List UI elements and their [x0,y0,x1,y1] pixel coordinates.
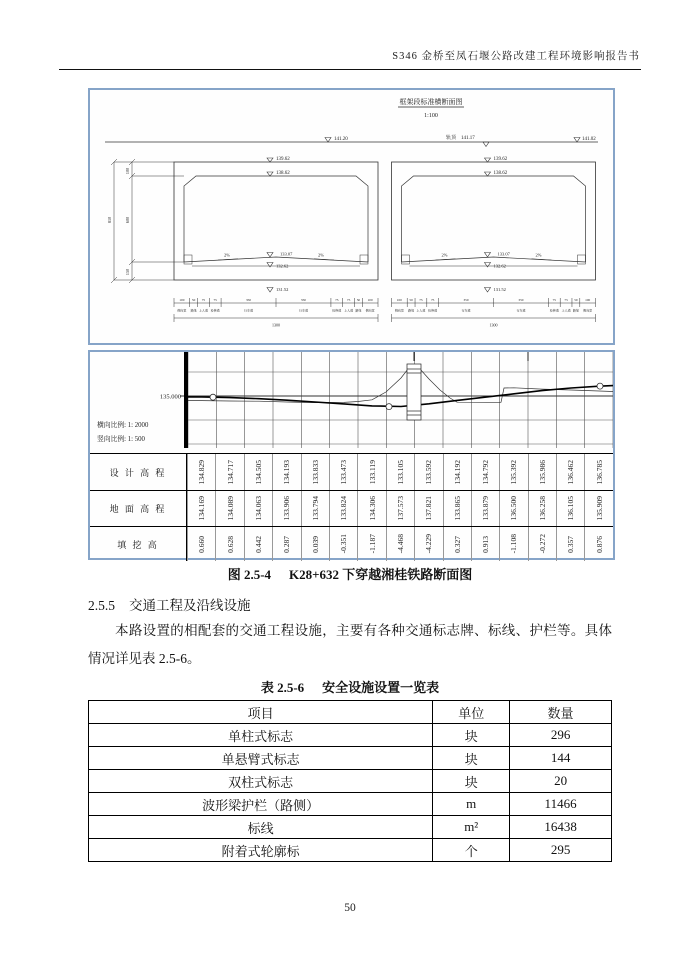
profile-value-cell: -1.108 [499,527,527,561]
bottom-dim-value: 100 [179,298,185,302]
profile-value-cell: 134.063 [244,491,272,526]
slope-label: 2% [318,252,324,258]
profile-elevation-table [90,453,613,561]
profile-value-cell: 133.794 [301,491,329,526]
dim-150: 150 [125,268,130,276]
bottom-dim-value: 50 [574,298,578,302]
body-paragraph: 本路设置的相配套的交通工程设施，主要有各种交通标志牌、标线、护栏等。具体情况详见表 2.5-6。 [88,623,612,666]
bottom-dimension-band [174,298,378,328]
elev-marker-icon [267,253,273,258]
profile-value-cell: 136.258 [528,491,556,526]
profile-value-cell: 134.306 [357,491,385,526]
bottom-dim-value: 100 [585,298,591,302]
elev-marker-icon [267,158,273,162]
bottom-dim-value: 350 [300,298,307,302]
bottom-dim-value: 75 [346,298,351,302]
bottom-dim-label: 检修道 [428,308,438,313]
bottom-dim-label: 路缘 [190,308,197,313]
bottom-dim-label: 上人道 [344,308,354,313]
profile-value-cell: 0.327 [443,527,471,561]
profile-value-cell: 135.986 [528,454,556,490]
profile-row-label: 设 计 高 程 [90,454,187,490]
bottom-dim-value: 100 [367,298,373,302]
bottom-dim-label: 上人道 [561,308,571,313]
table-row [89,770,612,793]
profile-value-cell: 134.089 [215,491,243,526]
grade-point-marker [597,383,603,389]
profile-value-cell: 136.785 [584,454,612,490]
profile-value-cell: 134.792 [471,454,499,490]
bottom-dim-value: 75 [419,298,423,302]
bottom-dim-label: 上人道 [198,308,208,313]
profile-value-cell: 136.105 [556,491,584,526]
item-cell: 附着式轮廓标 [89,839,433,862]
box-culvert-section-right [392,157,596,292]
page-number: 50 [344,902,356,914]
profile-value-cell: 135.909 [584,491,612,526]
rail-top-elev: 141.17 [461,136,475,141]
profile-row-label: 地 面 高 程 [90,491,187,526]
invert-edge-elev: 132.62 [276,263,289,269]
quantity-cell: 16438 [510,816,612,839]
bottom-dim-label: 侧向宽 [394,308,404,313]
section-heading [88,594,251,614]
profile-value-cell: 133.119 [357,454,385,490]
drawing-title: 框架段标准横断面图 [399,98,463,106]
profile-value-cell: 136.462 [556,454,584,490]
elev-marker-icon [267,263,273,268]
bottom-dim-label: 检修道 [332,308,342,313]
outer-top-elev: 139.62 [276,157,290,162]
profile-value-cell: 133.824 [329,491,357,526]
profile-row-label: 填 挖 高 [90,527,187,561]
profile-value-cell: 134.193 [272,454,300,490]
profile-value-cell: 0.442 [244,527,272,561]
unit-cell: m [433,793,510,816]
unit-cell: 个 [433,839,510,862]
profile-value-cell: 133.879 [471,491,499,526]
table-row [89,747,612,770]
bottom-dim-label: 行车道 [461,308,471,313]
table-header-row [89,701,612,724]
unit-cell: 块 [433,724,510,747]
unit-cell: m² [433,816,510,839]
profile-value-cell: 0.357 [556,527,584,561]
bottom-dim-value: 350 [245,298,252,302]
ground-left-elev: 141.20 [334,137,348,142]
quantity-cell: 144 [510,747,612,770]
dim-100: 100 [125,167,130,175]
grade-point-marker [210,394,216,400]
frame-bridge-structure [407,364,421,420]
table-row [89,816,612,839]
header-rule [59,69,641,70]
profile-value-cell: 0.039 [301,527,329,561]
profile-value-cell: 135.392 [499,454,527,490]
total-width-label: 1300 [489,322,498,328]
elevation-datum-label: 135.000 [159,393,181,401]
bottom-dim-label: 检修道 [210,308,220,313]
item-cell: 标线 [89,816,433,839]
profile-value-cell: -4.229 [414,527,442,561]
column-header-quantity: 数量 [510,701,612,724]
figure-caption-text: K28+632 下穿越湘桂铁路断面图 [289,567,473,582]
section-title: 交通工程及沿线设施 [129,598,251,613]
elev-marker-icon [267,288,273,293]
profile-value-cell: 0.287 [272,527,300,561]
invert-center-elev: 133.07 [280,251,293,257]
table-caption-text: 安全设施设置一览表 [322,680,440,695]
ground-right-elev: 141.02 [582,137,596,142]
grid-vertical-lines [188,352,613,448]
profile-value-cell: 133.473 [329,454,357,490]
bottom-dim-value: 75 [552,298,557,302]
profile-value-cell: 134.505 [244,454,272,490]
drawing-scale: 1:100 [424,113,438,119]
bottom-dim-label: 路缘 [355,308,362,313]
dim-600: 600 [125,216,130,224]
unit-cell: 块 [433,747,510,770]
item-cell: 双柱式标志 [89,770,433,793]
profile-value-cell: 133.105 [386,454,414,490]
section-number: 2.5.5 [88,598,115,613]
profile-value-cell: -4.468 [386,527,414,561]
item-cell: 波形梁护栏（路侧） [89,793,433,816]
bottom-dim-value: 75 [201,298,206,302]
quantity-cell: 20 [510,770,612,793]
profile-value-cell: -1.187 [357,527,385,561]
profile-value-cell: 137.821 [414,491,442,526]
table-row [89,793,612,816]
box-culvert-section [174,157,378,292]
horizontal-scale-label: 横向比例: 1: 2000 [97,422,149,429]
profile-value-cell: 0.660 [187,527,215,561]
bottom-dim-label: 侧向宽 [583,308,593,313]
item-cell: 单柱式标志 [89,724,433,747]
profile-value-cell: -0.351 [329,527,357,561]
elev-marker-icon [325,138,331,143]
bottom-dim-value: 75 [564,298,568,302]
cross-section-figure [88,88,615,345]
bottom-dim-label: 路缘 [408,308,415,313]
profile-value-cell: 0.913 [471,527,499,561]
profile-value-cell: 134.169 [187,491,215,526]
profile-value-cell: 133.592 [414,454,442,490]
quantity-cell: 295 [510,839,612,862]
rail-top-label: 轨顶 [446,136,457,141]
bottom-dim-value: 50 [191,298,196,302]
profile-value-cell: 133.833 [301,454,329,490]
bottom-dim-value: 350 [463,298,469,302]
bottom-dim-value: 50 [409,298,413,302]
figure-caption-label: 图 2.5-4 [227,567,272,582]
vertical-scale-label: 竖向比例: 1: 500 [97,436,145,443]
report-header-title: S346 金桥至凤石堰公路改建工程环境影响报告书 [392,51,640,62]
profile-value-cell: 137.573 [386,491,414,526]
total-width-label: 1300 [272,322,280,328]
profile-value-cell: 134.192 [443,454,471,490]
profile-value-cell: 133.865 [443,491,471,526]
bottom-dim-value: 75 [213,298,217,302]
quantity-cell: 296 [510,724,612,747]
grid-horizontal-lines [188,372,613,444]
bottom-elev: 131.52 [276,287,289,292]
figure-caption [88,564,612,583]
bottom-dim-value: 100 [396,298,402,302]
inner-top-elev: 138.62 [276,171,290,176]
profile-table-row [90,491,613,527]
safety-facilities-table [88,700,612,862]
elev-marker-icon [574,138,580,143]
profile-axis-bar [184,352,188,448]
bottom-dim-value: 75 [430,298,435,302]
bottom-dim-label: 行车道 [516,308,526,313]
profile-value-cell: -0.272 [528,527,556,561]
left-dimension-lines [111,159,184,283]
elev-marker-icon [483,142,489,147]
profile-value-cell: 133.906 [272,491,300,526]
profile-value-cell: 134.717 [215,454,243,490]
column-header-item: 项目 [89,701,433,724]
table-row [89,839,612,862]
table-row [89,724,612,747]
bottom-dim-label: 检修道 [549,308,559,313]
bottom-dim-label: 行车道 [298,308,308,313]
cross-section-drawing [90,90,613,343]
profile-value-cell: 134.829 [187,454,215,490]
profile-value-cell: 0.876 [584,527,612,561]
bottom-dim-value: 50 [356,298,361,302]
profile-table-row [90,527,613,561]
profile-value-cell: 136.500 [499,491,527,526]
slope-label: 2% [224,252,230,258]
profile-table-row [90,454,613,491]
bottom-dim-value: 75 [335,298,339,302]
table-caption-label: 表 2.5-6 [260,680,305,695]
ground-profile-line [188,365,613,403]
bottom-dim-label: 上人道 [416,308,426,313]
profile-chart [90,352,613,448]
column-header-unit: 单位 [433,701,510,724]
bottom-dim-label: 行车道 [244,308,254,313]
bottom-dim-value: 350 [518,298,524,302]
grade-point-marker [386,404,392,410]
unit-cell: 块 [433,770,510,793]
table-caption [88,677,612,696]
bottom-dim-label: 侧向宽 [365,308,375,313]
item-cell: 单悬臂式标志 [89,747,433,770]
bottom-dimension-band [392,298,596,328]
elev-marker-icon [267,172,273,176]
bottom-dim-label: 路缘 [572,308,579,313]
quantity-cell: 11466 [510,793,612,816]
dim-810: 810 [107,216,112,224]
bottom-dim-label: 侧向宽 [177,308,187,313]
profile-value-cell: 0.628 [215,527,243,561]
profile-figure [88,350,615,560]
